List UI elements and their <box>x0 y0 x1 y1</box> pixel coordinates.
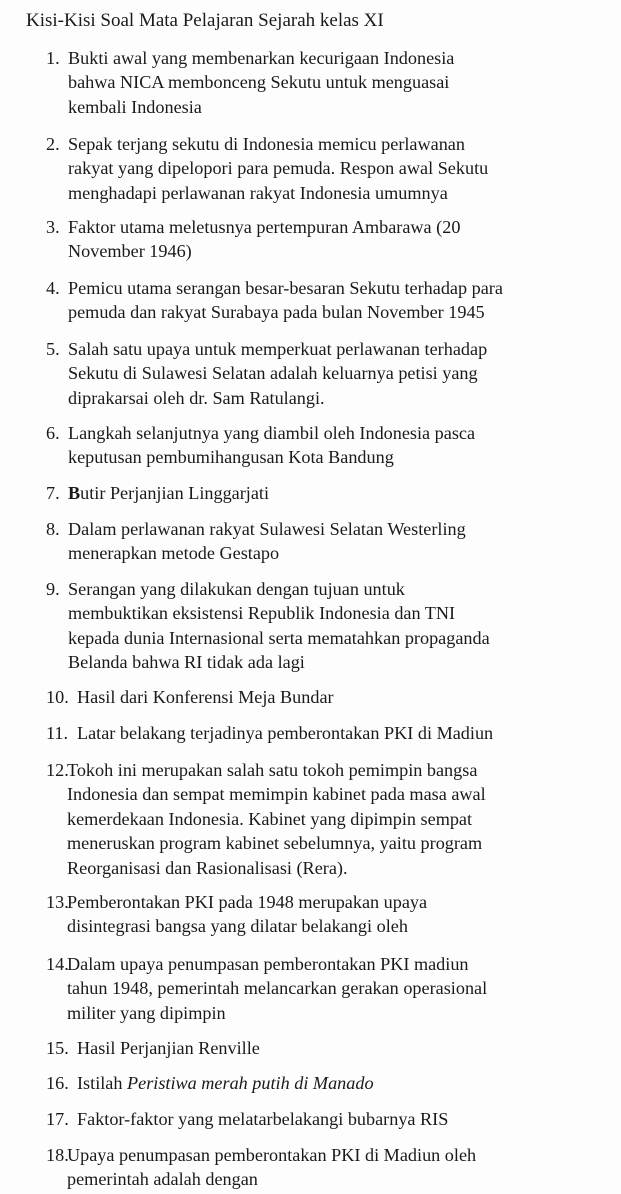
question-number: 14. <box>46 954 69 974</box>
question-line: Upaya penumpasan pemberontakan PKI di Madiun oleh <box>67 1145 477 1165</box>
question-number: 9. <box>46 579 60 599</box>
question-line: militer yang dipimpin <box>67 1002 226 1023</box>
question-line: Dalam perlawanan rakyat Sulawesi Selatan Westerling <box>68 519 466 539</box>
question-number: 6. <box>46 423 60 443</box>
question-14 <box>46 952 606 1025</box>
question-line: Bukti awal yang membenarkan kecurigaan Indonesia <box>68 48 455 68</box>
question-line: Tokoh ini merupakan salah satu tokoh pemimpin bangsa <box>67 760 478 780</box>
question-line: disintegrasi bangsa yang dilatar belakangi oleh <box>67 916 408 937</box>
question-6 <box>46 421 606 470</box>
question-number: 15. <box>46 1038 69 1058</box>
question-number: 18. <box>46 1145 69 1165</box>
question-line: November 1946) <box>68 241 192 262</box>
question-number: 17. <box>46 1109 69 1129</box>
question-line: Dalam upaya penumpasan pemberontakan PKI madiun <box>67 954 469 974</box>
bold-lead-letter: B <box>68 483 81 503</box>
question-line: Salah satu upaya untuk memperkuat perlawanan terhadap <box>68 339 488 359</box>
question-number: 13. <box>46 892 69 912</box>
question-15 <box>46 1036 606 1060</box>
question-number: 11. <box>46 723 69 743</box>
question-12 <box>46 758 606 880</box>
question-11 <box>46 721 606 745</box>
question-italic-term: Peristiwa merah putih di Manado <box>127 1073 374 1093</box>
question-line: Faktor utama meletusnya pertempuran Ambarawa (20 <box>68 217 461 237</box>
question-5 <box>46 337 606 410</box>
question-line: pemerintah adalah dengan <box>67 1169 258 1190</box>
question-number: 5. <box>46 339 60 359</box>
question-7 <box>46 481 606 505</box>
question-18 <box>46 1143 606 1192</box>
question-2 <box>46 132 606 205</box>
question-number: 8. <box>46 519 60 539</box>
question-line-rest: utir Perjanjian Linggarjati <box>80 483 270 503</box>
question-13 <box>46 890 606 939</box>
question-line: Latar belakang terjadinya pemberontakan PKI di Madiun <box>77 723 494 743</box>
question-line: Sepak terjang sekutu di Indonesia memicu perlawanan <box>68 134 465 154</box>
question-number: 2. <box>46 134 60 154</box>
question-line: Belanda bahwa RI tidak ada lagi <box>68 652 305 673</box>
question-line <box>77 1071 606 1095</box>
question-line: kepada dunia Internasional serta mematahkan propaganda <box>68 627 490 648</box>
question-number: 1. <box>46 48 60 68</box>
question-line: menerapkan metode Gestapo <box>68 543 280 564</box>
question-line: Reorganisasi dan Rasionalisasi (Rera). <box>67 857 348 878</box>
question-line: keputusan pembumihangusan Kota Bandung <box>68 447 394 468</box>
question-number: 10. <box>46 687 69 707</box>
question-4 <box>46 276 606 325</box>
question-line: kembali Indonesia <box>68 96 202 117</box>
question-line: Pemberontakan PKI pada 1948 merupakan upaya <box>67 892 428 912</box>
question-line: Langkah selanjutnya yang diambil oleh Indonesia pasca <box>68 423 476 443</box>
question-3 <box>46 215 606 264</box>
question-line: rakyat yang dipelopori para pemuda. Respon awal Sekutu <box>68 158 489 179</box>
question-line <box>68 481 606 505</box>
question-16 <box>46 1071 606 1095</box>
question-line: Pemicu utama serangan besar-besaran Sekutu terhadap para <box>68 278 503 298</box>
question-number: 3. <box>46 217 60 237</box>
question-line: menghadapi perlawanan rakyat Indonesia umumnya <box>68 182 448 203</box>
question-line: kemerdekaan Indonesia. Kabinet yang dipimpin sempat <box>67 808 473 829</box>
question-number: 16. <box>46 1073 69 1093</box>
question-prefix: Istilah <box>77 1073 128 1093</box>
question-9 <box>46 577 606 675</box>
question-line: membuktikan eksistensi Republik Indonesia dan TNI <box>68 603 456 624</box>
question-line: bahwa NICA membonceng Sekutu untuk menguasai <box>68 72 450 93</box>
question-line: Faktor-faktor yang melatarbelakangi bubarnya RIS <box>77 1109 449 1129</box>
question-line: Hasil Perjanjian Renville <box>77 1038 260 1058</box>
question-line: Serangan yang dilakukan dengan tujuan untuk <box>68 579 405 599</box>
question-17 <box>46 1107 606 1131</box>
question-10 <box>46 685 606 709</box>
question-line: Indonesia dan sempat memimpin kabinet pada masa awal <box>67 784 486 805</box>
question-line: Sekutu di Sulawesi Selatan adalah keluarnya petisi yang <box>68 363 478 384</box>
question-8 <box>46 517 606 566</box>
question-number: 4. <box>46 278 60 298</box>
document-title: Kisi-Kisi Soal Mata Pelajaran Sejarah kelas XI <box>26 10 384 31</box>
question-line: meneruskan program kabinet sebelumnya, yaitu program <box>67 833 483 854</box>
question-line: Hasil dari Konferensi Meja Bundar <box>77 687 334 707</box>
question-number: 12. <box>46 760 69 780</box>
question-line: pemuda dan rakyat Surabaya pada bulan November 1945 <box>68 302 485 323</box>
question-number: 7. <box>46 483 60 503</box>
question-line: tahun 1948, pemerintah melancarkan gerakan operasional <box>67 978 488 999</box>
question-1 <box>46 46 606 119</box>
question-line: diprakarsai oleh dr. Sam Ratulangi. <box>68 387 325 408</box>
